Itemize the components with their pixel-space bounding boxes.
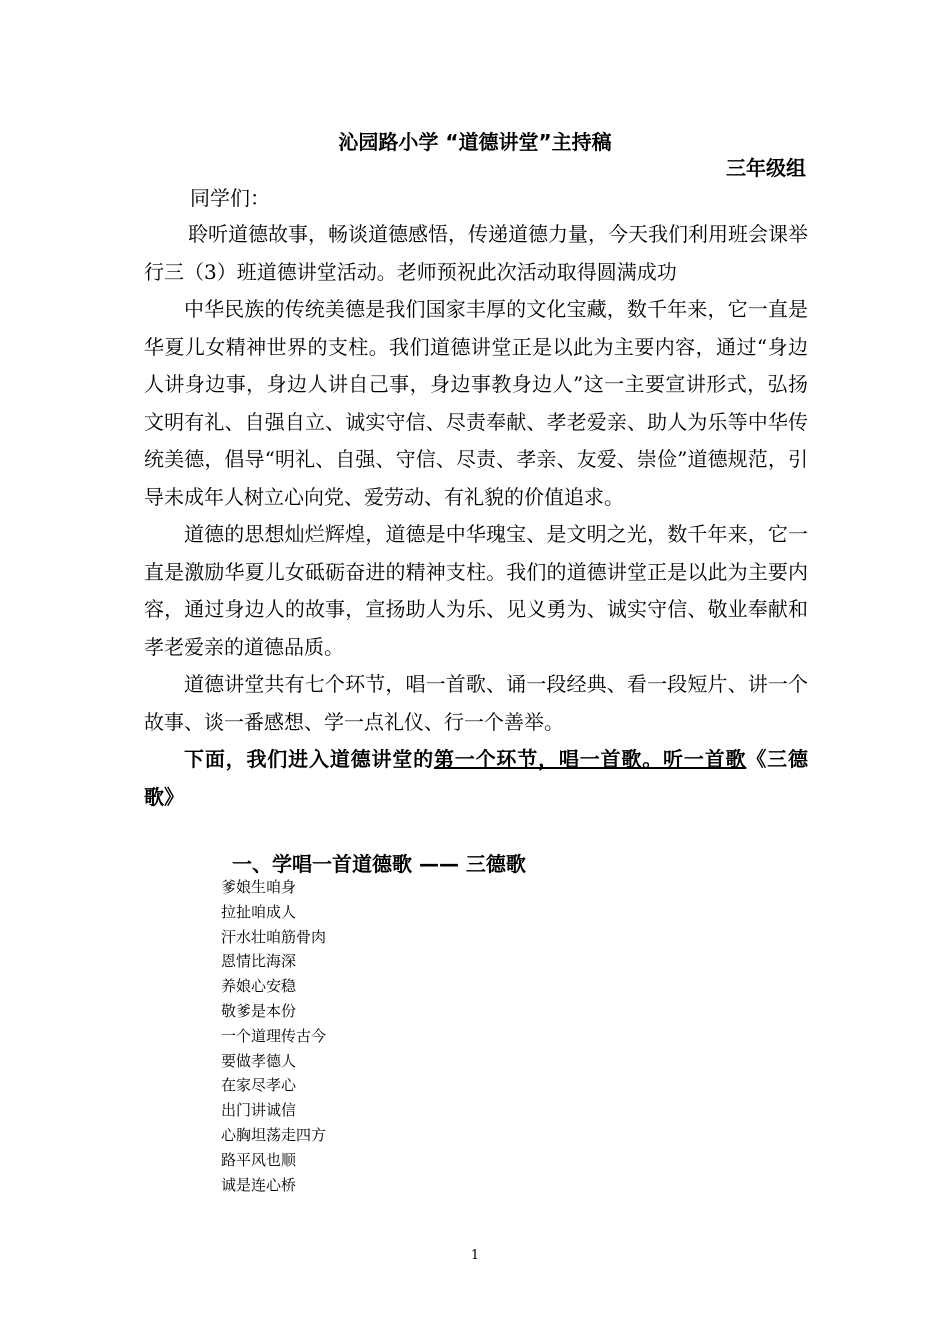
lyric-line: 汗水壮咱筋骨肉 bbox=[221, 927, 327, 946]
lyric-line: 路平风也顺 bbox=[221, 1150, 297, 1169]
lyric-line: 养娘心安稳 bbox=[221, 977, 297, 996]
paragraph-4: 道德讲堂共有七个环节，唱一首歌、诵一段经典、看一段短片、讲一个故事、谈一番感想、学一点礼仪、行一个善举。 bbox=[144, 672, 808, 734]
page-number: 1 bbox=[470, 1248, 480, 1263]
paragraph-1: 聆听道德故事，畅谈道德感悟，传递道德力量，今天我们利用班会课举行三（3）班道德讲堂活动。老师预祝此次活动取得圆满成功 bbox=[144, 222, 808, 284]
paragraph-3: 道德的思想灿烂辉煌，道德是中华瑰宝、是文明之光，数千年来，它一直是激励华夏儿女砥砺奋进的精神支柱。我们的道德讲堂正是以此为主要内容，通过身边人的故事，宣扬助人为乐、见义勇为、诚实守信、敬业奉献和孝老爱亲的道德品质。 bbox=[144, 522, 808, 659]
lyric-line: 一个道理传古今 bbox=[221, 1026, 327, 1045]
lyric-line: 要做孝德人 bbox=[221, 1051, 297, 1070]
lyrics-list bbox=[221, 875, 326, 1197]
intro-part-1: 下面，我们进入道德讲堂的 bbox=[184, 747, 434, 771]
intro-part-3: 《三德歌》 bbox=[144, 747, 809, 809]
lyric-line: 爹娘生咱身 bbox=[221, 878, 297, 896]
intro-part-2-underlined: 第一个环节，唱一首歌。听一首歌 bbox=[433, 747, 747, 771]
lyric-line: 诚是连心桥 bbox=[221, 1175, 297, 1194]
lyric-line: 恩情比海深 bbox=[221, 952, 297, 971]
lyric-line: 心胸坦荡走四方 bbox=[221, 1125, 327, 1144]
section-heading: 一、学唱一首道德歌 —— 三德歌 bbox=[232, 852, 526, 876]
body-paragraphs bbox=[144, 216, 808, 816]
lyric-line: 拉扯咱成人 bbox=[221, 902, 297, 921]
grade-label: 三年级组 bbox=[726, 156, 806, 180]
paragraph-2: 中华民族的传统美德是我们国家丰厚的文化宝藏，数千年来，它一直是华夏儿女精神世界的支柱。我们道德讲堂正是以此为主要内容，通过“身边人讲身边事，身边人讲自己事，身边事教身边人”这一主要宣讲形式，弘扬文明有礼、自强自立、诚实守信、尽责奉献、孝老爱亲、助人为乐等中华传统美德，倡导“明礼、自强、守信、尽责、孝亲、友爱、崇俭”道德规范，引导未成年人树立心向党、爱劳动、有礼貌的价值追求。 bbox=[144, 297, 808, 509]
intro-bold-paragraph bbox=[144, 741, 808, 816]
lyric-line: 在家尽孝心 bbox=[221, 1076, 297, 1095]
lyric-line: 敬爹是本份 bbox=[221, 1001, 297, 1020]
lyric-line: 出门讲诚信 bbox=[221, 1101, 297, 1120]
document-title: 沁园路小学 “道德讲堂”主持稿 bbox=[338, 130, 612, 154]
greeting: 同学们： bbox=[190, 186, 270, 210]
